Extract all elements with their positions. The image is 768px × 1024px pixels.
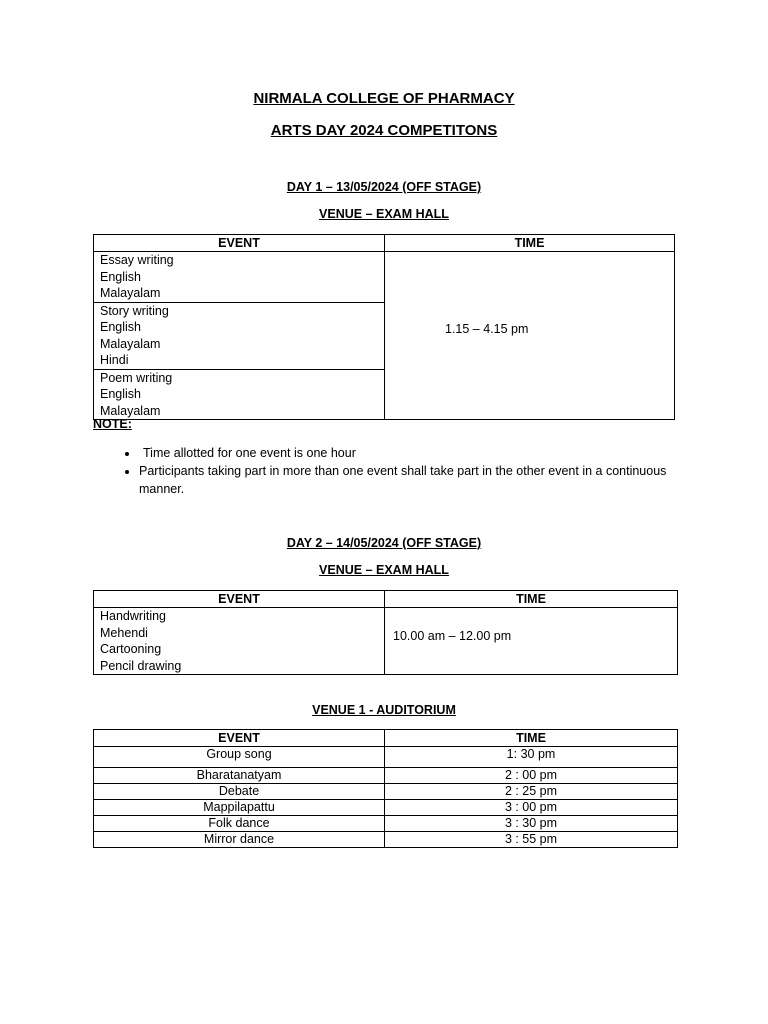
time-cell: 3 : 55 pm: [385, 832, 678, 848]
table-row: [94, 608, 678, 675]
table-row: [94, 816, 678, 832]
day2-events-cell: [94, 608, 385, 675]
auditorium-heading: VENUE 1 - AUDITORIUM: [312, 703, 456, 717]
event-line: English: [100, 387, 141, 401]
day1-heading: DAY 1 – 13/05/2024 (OFF STAGE): [286, 180, 482, 194]
event-line: Malayalam: [100, 403, 161, 418]
day2-time-cell: [385, 608, 678, 675]
note-label: NOTE:: [93, 417, 132, 431]
day2-col-time: TIME: [385, 591, 678, 608]
event-line: Essay writing: [100, 253, 174, 267]
table-row: [94, 252, 675, 303]
page-title: ARTS DAY 2024 COMPETITONS: [270, 122, 498, 139]
day2-heading: DAY 2 – 14/05/2024 (OFF STAGE): [286, 536, 482, 550]
event-cell: Bharatanatyam: [94, 768, 385, 784]
event-group-poem: [94, 369, 385, 420]
event-line: Pencil drawing: [100, 658, 182, 673]
note-item: • Time allotted for one event is one hour: [139, 444, 699, 462]
note-item: • Participants taking part in more than one event shall take part in the other event in a continuous manner.: [139, 462, 699, 498]
event-line: Cartooning: [100, 642, 162, 656]
event-line: Hindi: [100, 353, 129, 367]
day1-header-row: [94, 235, 675, 252]
event-line: Poem writing: [100, 370, 173, 385]
event-line: English: [100, 320, 141, 334]
day1-col-event: EVENT: [94, 235, 385, 252]
day2-header-row: [94, 591, 678, 608]
day1-time-cell: [385, 252, 675, 420]
time-cell: 3 : 00 pm: [385, 800, 678, 816]
event-group-essay: [94, 252, 385, 303]
event-line: Story writing: [100, 303, 169, 318]
day2-table: [93, 590, 678, 675]
table-row: [94, 784, 678, 800]
table-row: [94, 747, 678, 768]
time-cell: 2 : 00 pm: [385, 768, 678, 784]
college-name: NIRMALA COLLEGE OF PHARMACY: [253, 90, 515, 107]
time-cell: 3 : 30 pm: [385, 816, 678, 832]
event-line: Handwriting: [100, 609, 167, 623]
auditorium-col-time: TIME: [385, 730, 678, 747]
event-line: Malayalam: [100, 286, 161, 300]
event-cell: Folk dance: [94, 816, 385, 832]
table-row: [94, 768, 678, 784]
event-cell: Group song: [94, 747, 385, 768]
event-line: Mehendi: [100, 625, 148, 640]
time-cell: 2 : 25 pm: [385, 784, 678, 800]
notes-list: [93, 444, 699, 498]
day2-time: 10.00 am – 12.00 pm: [393, 629, 512, 643]
event-cell: Mappilapattu: [94, 800, 385, 816]
event-cell: Debate: [94, 784, 385, 800]
event-group-story: [94, 302, 385, 369]
table-row: [94, 800, 678, 816]
auditorium-col-event: EVENT: [94, 730, 385, 747]
day1-table: [93, 234, 675, 420]
table-row: [94, 832, 678, 848]
day1-col-time: TIME: [385, 235, 675, 252]
event-line: English: [100, 269, 141, 284]
day1-venue: VENUE – EXAM HALL: [319, 207, 449, 221]
event-cell: Mirror dance: [94, 832, 385, 848]
day2-col-event: EVENT: [94, 591, 385, 608]
time-cell: 1: 30 pm: [385, 747, 678, 768]
day1-time: 1.15 – 4.15 pm: [445, 321, 529, 336]
event-line: Malayalam: [100, 336, 161, 351]
auditorium-table: [93, 729, 678, 848]
day2-venue: VENUE – EXAM HALL: [319, 563, 449, 577]
auditorium-header-row: [94, 730, 678, 747]
